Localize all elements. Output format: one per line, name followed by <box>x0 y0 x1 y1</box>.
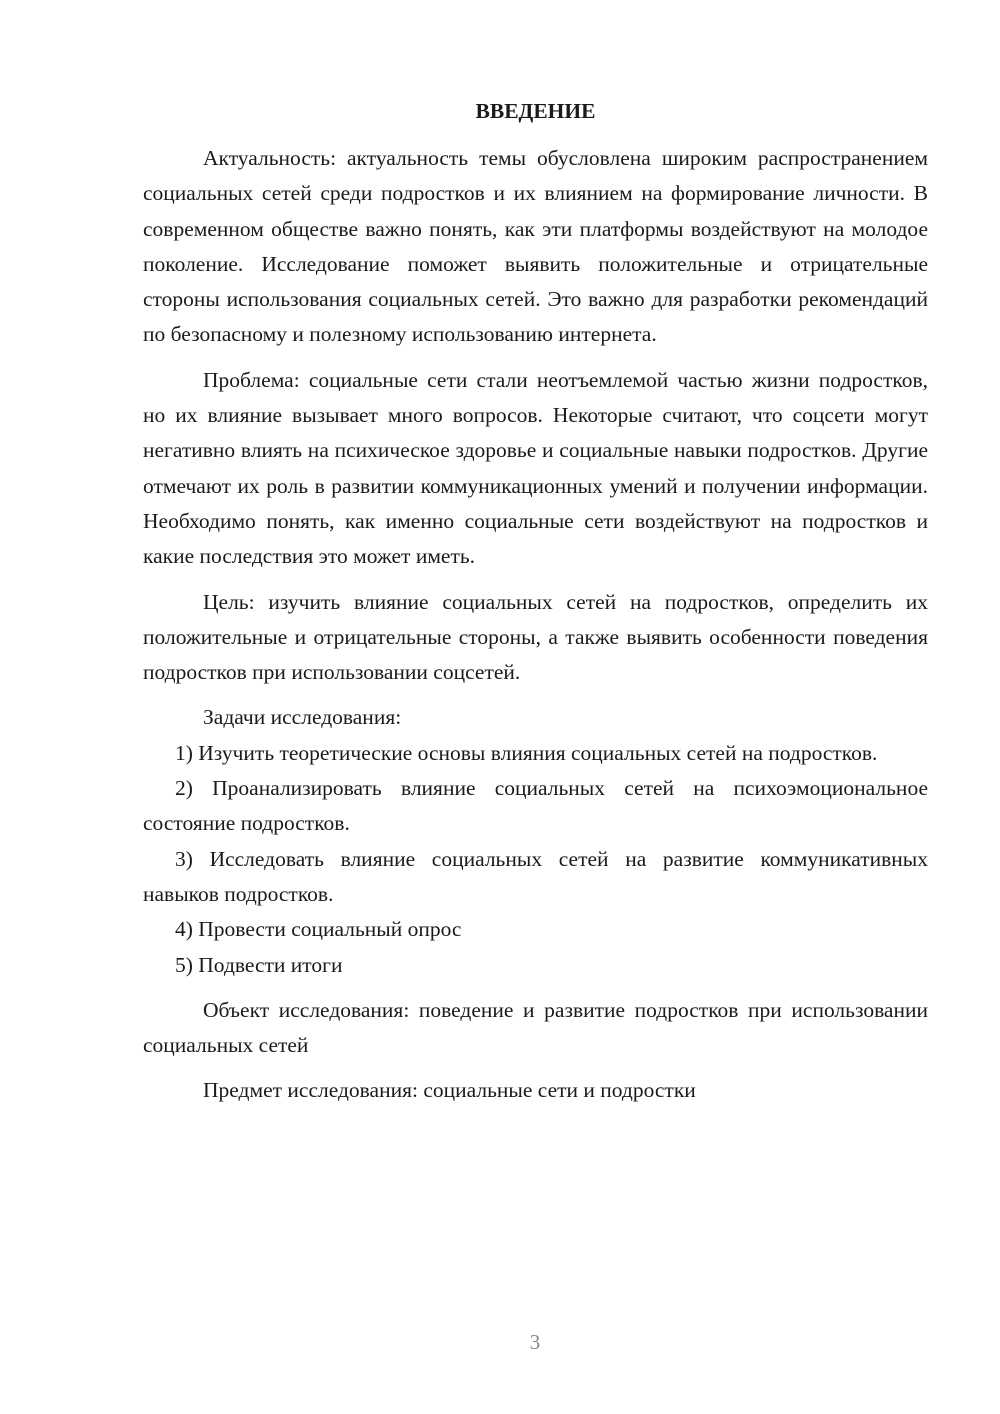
task-item-5: 5) Подвести итоги <box>175 952 343 977</box>
task-item-3: 3) Исследовать влияние социальных сетей на развитие коммуникативных навыков подростков. <box>143 846 928 906</box>
paragraph-relevance: Актуальность: актуальность темы обусловлена широким распространением социальных сетей среди подростков и их влиянием на формирование личности. В современном обществе важно понять, как эти платформы воздействуют на молодое поколение. Исследование поможет выявить положительные и отрицательные стороны использования социальных сетей. Это важно для разработки рекомендаций по безопасному и полезному использованию интернета. <box>143 146 928 347</box>
task-item-4: 4) Провести социальный опрос <box>175 917 462 942</box>
research-object: Объект исследования: поведение и развитие подростков при использовании социальных сетей <box>143 997 928 1058</box>
document-page <box>143 94 928 1109</box>
paragraph-problem: Проблема: социальные сети стали неотъемлемой частью жизни подростков, но их влияние вызывает много вопросов. Некоторые считают, что соцсети могут негативно влиять на психическое здоровье и социальные навыки подростков. Другие отмечают их роль в развитии коммуникационных умений и получении информации. Необходимо понять, как именно социальные сети воздействуют на подростков и какие последствия это может иметь. <box>143 367 928 569</box>
page-number: 3 <box>529 1330 541 1354</box>
research-subject: Предмет исследования: социальные сети и подростки <box>203 1078 696 1103</box>
tasks-heading: Задачи исследования: <box>203 705 402 730</box>
task-item-1: 1) Изучить теоретические основы влияния социальных сетей на подростков. <box>175 740 878 765</box>
section-title: ВВЕДЕНИЕ <box>475 99 596 123</box>
paragraph-goal: Цель: изучить влияние социальных сетей на подростков, определить их положительные и отрицательные стороны, а также выявить особенности поведения подростков при использовании соцсетей. <box>143 589 928 685</box>
task-item-2: 2) Проанализировать влияние социальных сетей на психоэмоциональное состояние подростков. <box>143 776 928 836</box>
